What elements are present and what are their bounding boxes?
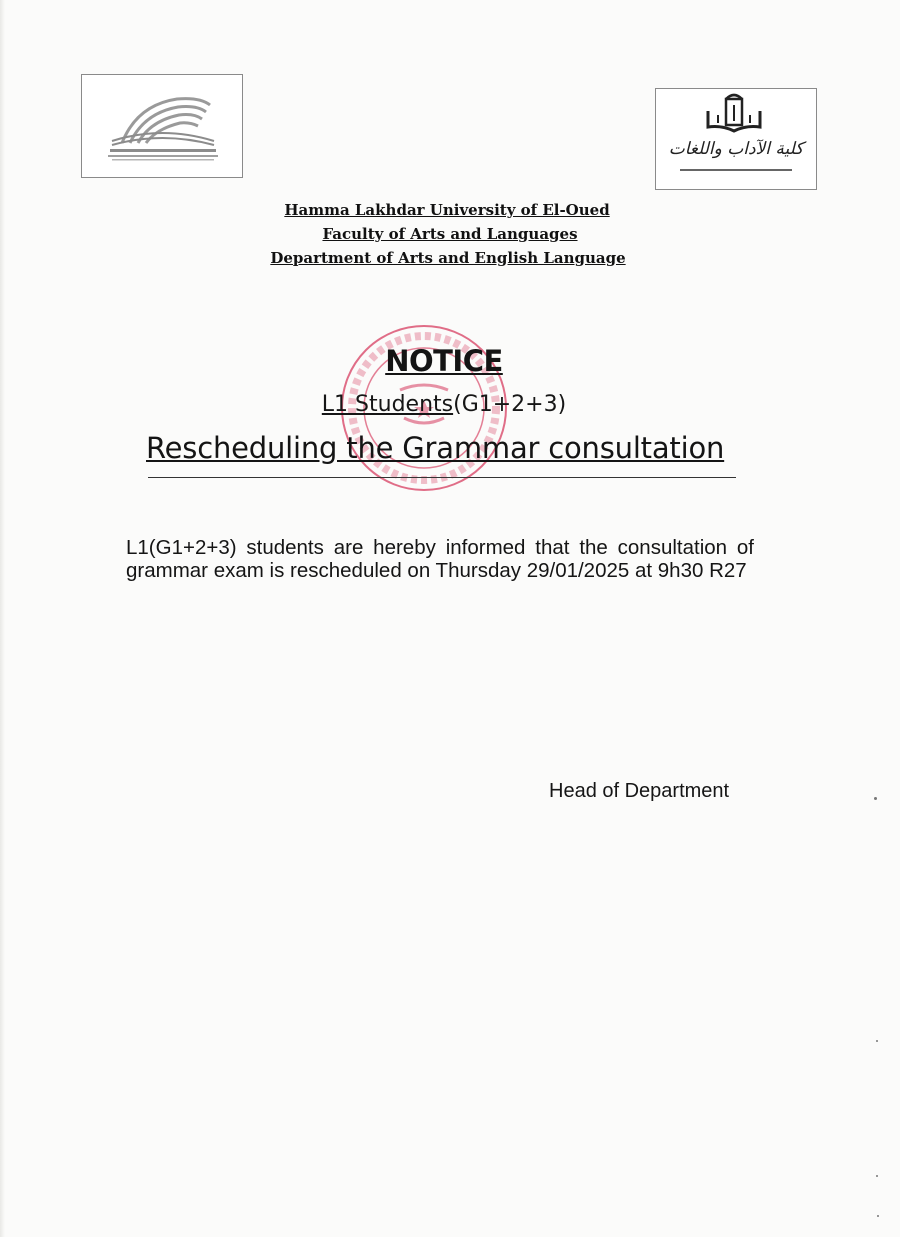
header-department: Department of Arts and English Language: [270, 249, 626, 267]
faculty-logo-box: [655, 88, 817, 190]
scan-speck: [876, 1040, 878, 1042]
faculty-logo-text: كلية الآداب واللغات: [668, 139, 804, 159]
scan-edge: [0, 0, 5, 1237]
university-logo-icon: [82, 75, 242, 177]
university-logo-box: [81, 74, 243, 178]
notice-body: L1(G1+2+3) students are hereby informed that the consultation of grammar exam is rescheduled on Thursday 29/01/2025 at 9h30 R27: [126, 536, 754, 582]
notice-audience: [0, 392, 888, 417]
notice-title: NOTICE: [385, 344, 503, 378]
scan-speck: [874, 797, 877, 800]
faculty-logo-subline: [680, 169, 792, 171]
notice-audience-label: L1 Students: [321, 392, 454, 417]
subject-divider: [148, 477, 736, 478]
scan-speck: [877, 1215, 879, 1217]
scan-speck: [876, 1175, 878, 1177]
header-university: Hamma Lakhdar University of El-Oued: [284, 201, 610, 219]
header-faculty: Faculty of Arts and Languages: [322, 225, 578, 243]
signature-title: Head of Department: [549, 780, 730, 802]
notice-subject: Rescheduling the Grammar consultation: [146, 431, 725, 465]
notice-audience-groups: (G1+2+3): [453, 392, 567, 417]
